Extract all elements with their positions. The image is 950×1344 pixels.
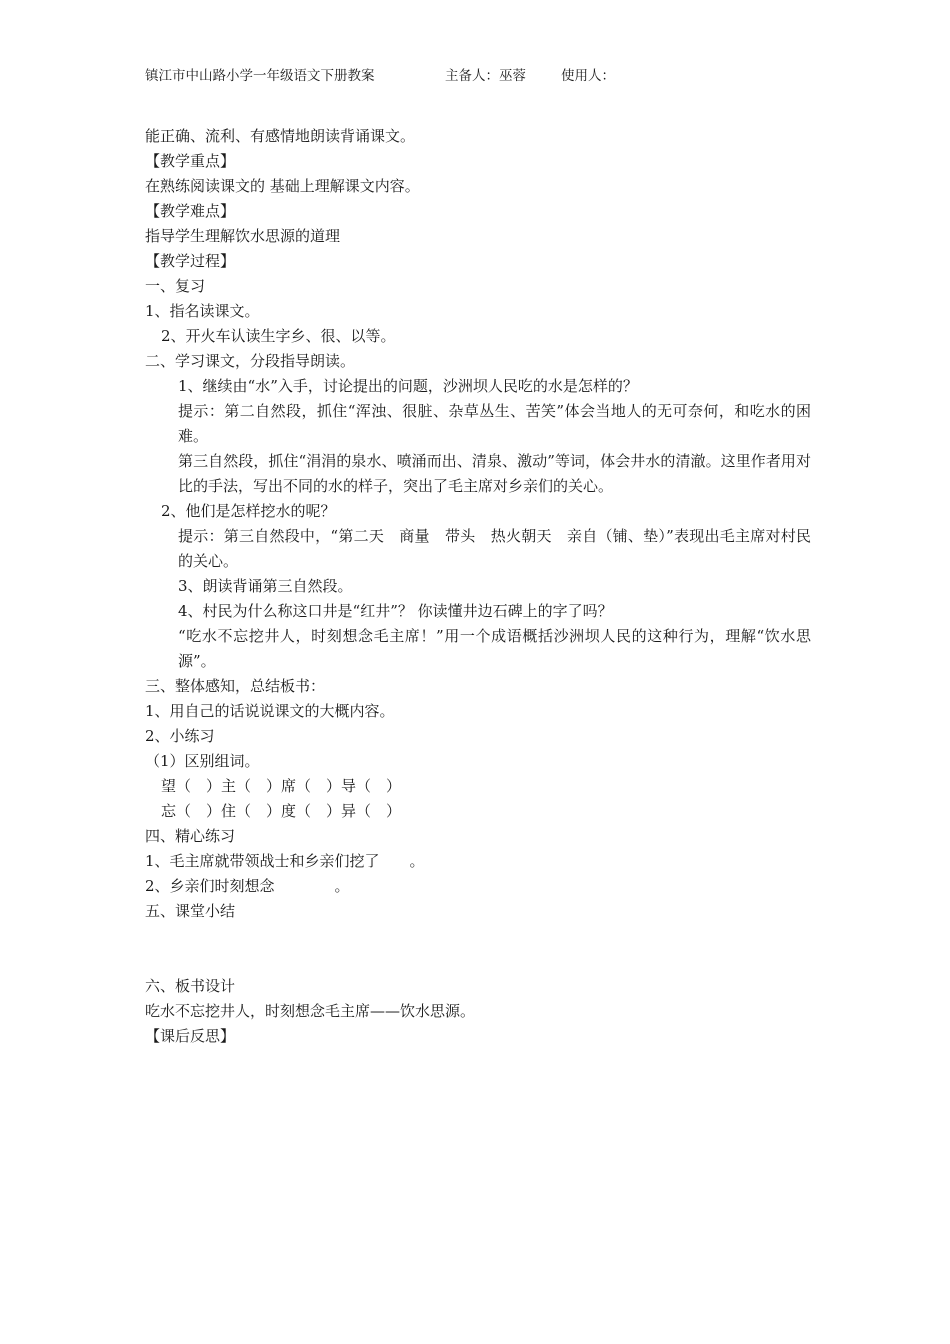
- step-board-heading: 六、板书设计: [145, 977, 236, 995]
- exercise-row-2: 忘（ ）住（ ）度（ ）异（ ）: [161, 802, 402, 820]
- step-learn-heading: 二、学习课文，分段指导朗读。: [145, 352, 356, 370]
- review-item-1: 1、指名读课文。: [145, 302, 260, 320]
- learn-hint-paragraph-3: 第三自然段，抓住“涓涓的泉水、喷涌而出、清泉、激动”等词，体会井水的清澈。这里作者用对比的手法，写出不同的水的样子，突出了毛主席对乡亲们的关心。: [178, 452, 811, 495]
- learn-item-2: 2、他们是怎样挖水的呢？: [161, 502, 336, 520]
- section-heading-reflection: 【课后反思】: [145, 1027, 236, 1045]
- section-heading-key-points: 【教学重点】: [145, 152, 236, 170]
- step-conclusion-heading: 五、课堂小结: [145, 902, 236, 920]
- learn-item-3: 3、朗读背诵第三自然段。: [178, 577, 353, 595]
- step-practice-heading: 四、精心练习: [145, 827, 236, 845]
- review-item-2: 2、开火车认读生字乡、很、以等。: [161, 327, 396, 345]
- blank-space: [145, 924, 811, 974]
- step-summary-heading: 三、整体感知，总结板书：: [145, 677, 326, 695]
- header-preparer: 主备人：巫蓉: [445, 68, 526, 84]
- lesson-plan-body: [145, 124, 811, 1049]
- learn-hint-digging: 提示：第三自然段中，“第二天 商量 带头 热火朝天 亲自（铺、垫）”表现出毛主席对村民的关心。: [178, 527, 811, 570]
- learn-item-4: 4、村民为什么称这口井是“红井”？ 你读懂井边石碑上的字了吗？: [178, 602, 613, 620]
- learn-quote-paragraph: “吃水不忘挖井人，时刻想念毛主席！”用一个成语概括沙洲坝人民的这种行为，理解“饮水思源”。: [178, 627, 811, 670]
- exercise-row-1: 望（ ）主（ ）席（ ）导（ ）: [161, 777, 402, 795]
- step-review-heading: 一、复习: [145, 277, 206, 295]
- learn-item-1: 1、继续由“水”入手，讨论提出的问题，沙洲坝人民吃的水是怎样的？: [178, 377, 638, 395]
- header-user: 使用人：: [561, 68, 615, 84]
- key-points-text: 在熟练阅读课文的 基础上理解课文内容。: [145, 177, 420, 195]
- difficulties-text: 指导学生理解饮水思源的道理: [145, 227, 341, 245]
- header-school-title: 镇江市中山路小学一年级语文下册教案: [145, 68, 375, 84]
- section-heading-process: 【教学过程】: [145, 252, 236, 270]
- board-design-text: 吃水不忘挖井人，时刻想念毛主席——饮水思源。: [145, 1002, 476, 1020]
- summary-item-2: 2、小练习: [145, 727, 215, 745]
- learn-hint-paragraph-2: 提示：第二自然段，抓住“浑浊、很脏、杂草丛生、苦笑”体会当地人的无可奈何，和吃水的困难。: [178, 402, 811, 445]
- summary-item-1: 1、用自己的话说说课文的大概内容。: [145, 702, 395, 720]
- practice-item-2: 2、乡亲们时刻想念 。: [145, 877, 350, 895]
- section-heading-difficulties: 【教学难点】: [145, 202, 236, 220]
- exercise-subheading: （1）区别组词。: [145, 752, 260, 770]
- objective-line: 能正确、流利、有感情地朗读背诵课文。: [145, 127, 416, 145]
- practice-item-1: 1、毛主席就带领战士和乡亲们挖了 。: [145, 852, 425, 870]
